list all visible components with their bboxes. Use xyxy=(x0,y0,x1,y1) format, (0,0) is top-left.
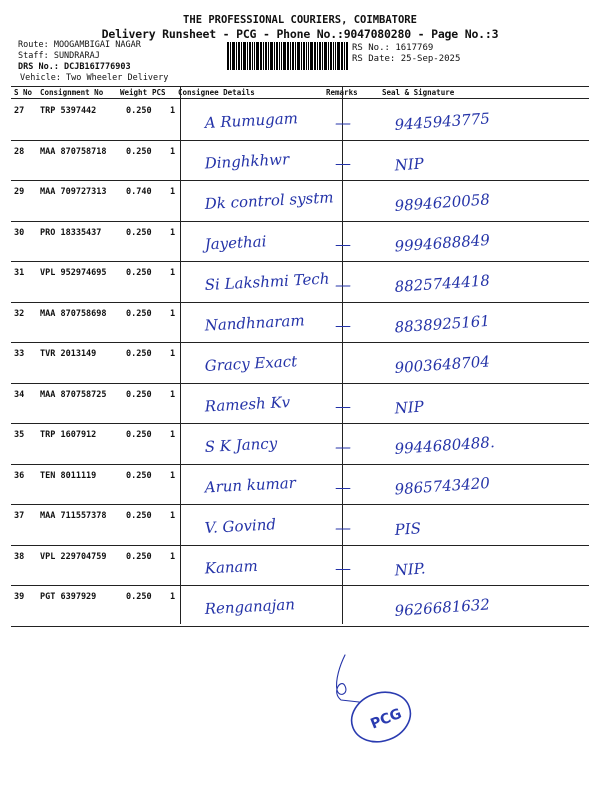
row-sno: 30 xyxy=(14,227,25,238)
row-weight: 0.250 xyxy=(126,592,152,602)
handwritten-consignee: Ramesh Kv xyxy=(204,393,291,416)
rs-date: RS Date: 25-Sep-2025 xyxy=(352,54,461,64)
stamp-text: PCG xyxy=(368,705,405,733)
col-header-seal: Seal & Signature xyxy=(382,88,455,97)
row-consignment-no: MAA 870758698 xyxy=(40,308,107,319)
row-pcs: 1 xyxy=(170,349,176,359)
row-pcs: 1 xyxy=(170,146,176,157)
row-consignment-no: MAA 709727313 xyxy=(40,187,107,197)
handwritten-remark: — xyxy=(335,275,351,294)
handwritten-signature: 8838925161 xyxy=(394,311,491,337)
row-consignment-no: MAA 870758718 xyxy=(40,146,107,157)
row-sno: 28 xyxy=(14,146,25,157)
handwritten-signature: 8825744418 xyxy=(394,271,491,296)
handwritten-consignee: Gracy Exact xyxy=(204,352,298,375)
handwritten-remark: — xyxy=(335,477,351,497)
row-consignment-no: PGT 6397929 xyxy=(40,592,97,602)
runsheet-title: Delivery Runsheet - PCG - Phone No.:9047080280 - Page No.:3 xyxy=(101,27,499,41)
row-pcs: 1 xyxy=(170,389,176,400)
handwritten-consignee: Arun kumar xyxy=(204,473,297,497)
handwritten-remark: — xyxy=(335,437,351,456)
row-consignment-no: VPL 229704759 xyxy=(40,551,107,562)
row-sno: 36 xyxy=(14,470,25,481)
row-pcs: 1 xyxy=(170,551,176,562)
handwritten-signature: 9445943775 xyxy=(394,109,491,134)
handwritten-remark: — xyxy=(335,396,351,416)
drs-number: DRS No.: DCJB16I776903 xyxy=(18,62,131,72)
handwritten-remark: — xyxy=(335,518,351,537)
handwritten-remark: — xyxy=(335,558,351,578)
row-sno: 38 xyxy=(14,551,25,562)
row-pcs: 1 xyxy=(170,511,176,521)
row-pcs: 1 xyxy=(170,592,176,602)
row-weight: 0.250 xyxy=(126,470,152,481)
row-sno: 34 xyxy=(14,389,25,400)
col-header-sno: S No xyxy=(14,88,33,97)
row-weight: 0.250 xyxy=(126,227,152,238)
handwritten-remark: — xyxy=(335,234,351,254)
handwritten-signature: 9894620058 xyxy=(394,190,491,215)
handwritten-signature: NIP xyxy=(394,397,425,418)
handwritten-remark: — xyxy=(335,153,351,173)
row-pcs: 1 xyxy=(170,106,176,116)
handwritten-signature: 9944680488. xyxy=(394,433,496,458)
row-pcs: 1 xyxy=(170,430,176,440)
row-sno: 37 xyxy=(14,511,25,521)
handwritten-remark: — xyxy=(335,315,351,335)
handwritten-consignee: Kanam xyxy=(204,556,259,578)
row-weight: 0.250 xyxy=(126,389,152,400)
row-sno: 31 xyxy=(14,268,25,278)
row-consignment-no: VPL 952974695 xyxy=(40,268,107,278)
handwritten-consignee: Si Lakshmi Tech xyxy=(204,269,330,294)
row-weight: 0.250 xyxy=(126,430,152,440)
row-weight: 0.250 xyxy=(126,106,152,116)
row-pcs: 1 xyxy=(170,268,176,278)
row-consignment-no: TRP 5397442 xyxy=(40,106,97,116)
handwritten-consignee: Nandhnaram xyxy=(204,311,306,335)
col-header-weight: Weight xyxy=(120,88,148,97)
handwritten-signature: NIP xyxy=(394,154,425,175)
row-consignment-no: TVR 2013149 xyxy=(40,349,97,359)
col-header-remarks: Remarks xyxy=(326,88,358,97)
handwritten-signature: PIS xyxy=(394,519,422,539)
col-header-consignment: Consignment No xyxy=(40,88,104,97)
row-weight: 0.250 xyxy=(126,268,152,278)
handwritten-consignee: S K Jancy xyxy=(204,434,278,456)
row-sno: 35 xyxy=(14,430,25,440)
handwritten-remark: — xyxy=(335,113,351,132)
handwritten-consignee: Jayethai xyxy=(204,232,267,254)
staff-label: Staff: SUNDRARAJ xyxy=(18,51,100,61)
row-weight: 0.250 xyxy=(126,551,152,562)
row-weight: 0.250 xyxy=(126,511,152,521)
handwritten-consignee: A Rumugam xyxy=(204,109,299,132)
row-sno: 29 xyxy=(14,187,25,197)
handwritten-consignee: Dinghkhwr xyxy=(204,150,290,173)
row-consignment-no: TEN 8011119 xyxy=(40,470,97,481)
row-weight: 0.250 xyxy=(126,308,152,319)
handwritten-signature: 9865743420 xyxy=(394,473,491,499)
row-consignment-no: PRO 18335437 xyxy=(40,227,102,238)
vehicle-label: Vehicle: Two Wheeler Delivery xyxy=(20,73,169,83)
row-consignment-no: MAA 870758725 xyxy=(40,389,107,400)
handwritten-signature: 9003648704 xyxy=(394,352,491,377)
row-weight: 0.250 xyxy=(126,146,152,157)
company-title: THE PROFESSIONAL COURIERS, COIMBATORE xyxy=(183,14,417,26)
row-consignment-no: TRP 1607912 xyxy=(40,430,97,440)
row-consignment-no: MAA 711557378 xyxy=(40,511,107,521)
rs-number: RS No.: 1617769 xyxy=(352,43,434,53)
row-weight: 0.740 xyxy=(126,187,152,197)
col-header-pcs: PCS xyxy=(152,88,166,97)
handwritten-consignee: Dk control systm xyxy=(204,188,334,213)
handwritten-consignee: V. Govind xyxy=(204,515,277,537)
row-pcs: 1 xyxy=(170,470,176,481)
row-sno: 32 xyxy=(14,308,25,319)
handwritten-signature: NIP. xyxy=(394,559,427,580)
handwritten-signature: 9994688849 xyxy=(394,230,491,256)
row-sno: 39 xyxy=(14,592,25,602)
handwritten-consignee: Renganajan xyxy=(204,595,296,618)
signature-flourish xyxy=(315,650,385,710)
row-pcs: 1 xyxy=(170,187,176,197)
col-header-consignee: Consignee Details xyxy=(178,88,255,97)
row-pcs: 1 xyxy=(170,308,176,319)
row-pcs: 1 xyxy=(170,227,176,238)
row-sno: 27 xyxy=(14,106,25,116)
row-weight: 0.250 xyxy=(126,349,152,359)
row-sno: 33 xyxy=(14,349,25,359)
route-label: Route: MOOGAMBIGAI NAGAR xyxy=(18,40,141,50)
handwritten-signature: 9626681632 xyxy=(394,595,491,620)
